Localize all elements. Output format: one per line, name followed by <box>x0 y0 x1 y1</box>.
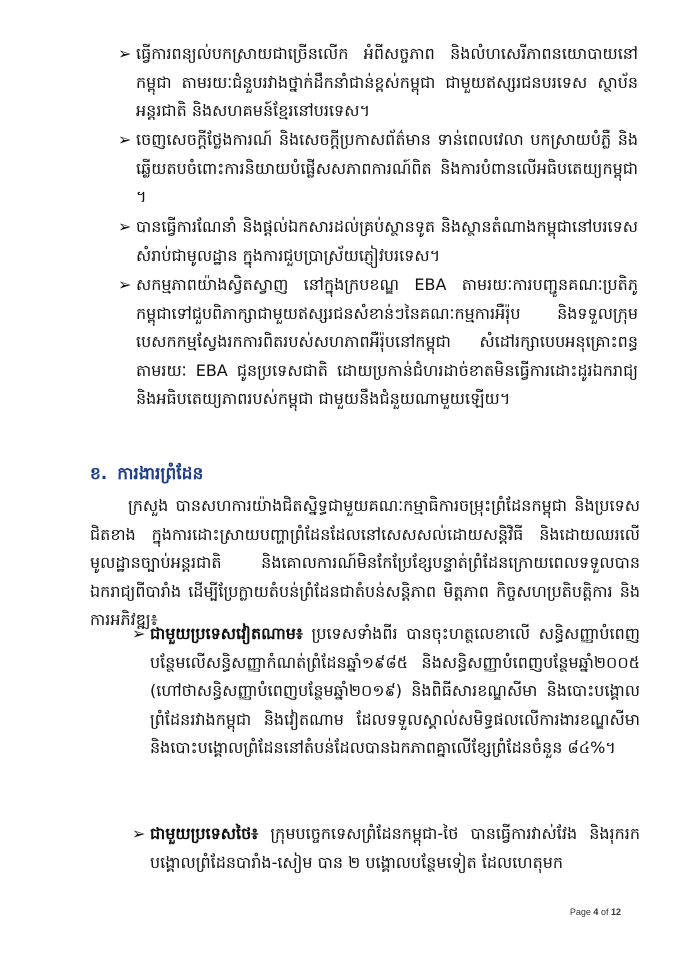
bullet-text: បានធ្វើការណែនាំ និងផ្តល់ឯកសារដល់គ្រប់ស្ថានទូត និងស្ថានតំណាងកម្ពុជានៅបរទេស សំរាប់ជាមូលដ្ឋាន ក្នុងការជួបប្រាស្រ័យភ្ញៀវបរទេស។ <box>136 217 638 265</box>
bullet-text: ធ្វើការពន្យល់បកស្រាយជាច្រើនលើក អំពីសច្ចភាព និងលំហសេរីភាពនយោបាយនៅកម្ពុជា តាមរយៈជំនួបរវាងថ្នាក់ដឹកនាំជាន់ខ្ពស់កម្ពុជា ជាមួយឥស្សរជនបរទេស ស្ថាប័នអន្តរជាតិ និងសហគមន៍ខ្មែរនៅបរទេស។ <box>136 44 638 120</box>
arrow-bullet-icon: ➢ <box>118 44 132 63</box>
bullet-text: ចេញសេចក្តីថ្លែងការណ៍ និងសេចក្តីប្រកាសព័ត៌មាន ទាន់ពេលវេលា បកស្រាយបំភ្លឺ និង ឆ្លើយតបចំពោះការនិយាយបំផ្លើសសភាពការណ៍ពិត និងការបំពានលើអធិបតេយ្យកម្ពុជា ។ <box>136 130 638 206</box>
bullet-lead: ជាមួយប្រទេសថៃ៖ <box>150 824 259 843</box>
footer-page-number: 4 <box>593 907 599 917</box>
bullet-text: សកម្មភាពយ៉ាងស្វិតស្វាញ នៅក្នុងក្របខណ្ឌ EBA តាមរយៈការបញ្ជូនគណៈប្រតិភូកម្ពុជាទៅជួបពិភាក្សាជាមួយឥស្សរជនសំខាន់ៗនៃគណៈកម្មការអឺរ៉ុប និងទទួលក្រុមបេសកកម្មស្វែងរកការពិតរបស់សហភាពអឺរ៉ុបនៅកម្ពុជា សំដៅរក្សាបេបអនុគ្រោះពន្ធតាមរយៈ EBA ជូនប្រទេសជាតិ ដោយប្រកាន់ជំហរដាច់ខាតមិនធ្វើការដោះដូរឯករាជ្យ និងអធិបតេយ្យភាពរបស់កម្ពុជា ជាមួយនឹងជំនួយណាមួយឡើយ។ <box>136 275 638 408</box>
page-footer <box>570 907 621 917</box>
list-item <box>132 820 640 877</box>
footer-page-word: Page <box>569 907 591 917</box>
section-heading <box>90 462 203 486</box>
arrow-bullet-icon: ➢ <box>118 217 132 236</box>
list-item <box>132 620 640 763</box>
section-title: ការងារព្រំដែន <box>117 464 204 484</box>
section-paragraph: ក្រសួង បានសហការយ៉ាងជិតស្និទ្ធជាមួយគណៈកម្មាធិការចម្រុះព្រំដែនកម្ពុជា និងប្រទេសជិតខាង ក្នុងការដោះស្រាយបញ្ហាព្រំដែនដែលនៅសេសសល់ដោយសន្តិវិធី និងដោយឈរលើមូលដ្ឋានច្បាប់អន្តរជាតិ និងគោលការណ៍មិនកែប្រែខ្សែបន្ទាត់ព្រំដែនក្រោយពេលទទួលបានឯករាជ្យពីបារាំង ដើម្បីប្រែក្លាយតំបន់ព្រំដែនជាតំបន់សន្តិភាព មិត្តភាព កិច្ចសហប្រតិបត្តិការ និងការអភិវឌ្ឍ៖ <box>90 496 640 629</box>
list-item <box>118 271 638 414</box>
list-item <box>118 126 638 212</box>
section-number: ខ. <box>90 464 108 484</box>
footer-page-total: 12 <box>610 907 621 917</box>
arrow-bullet-icon: ➢ <box>132 624 146 643</box>
arrow-bullet-icon: ➢ <box>118 130 132 149</box>
bullet-lead: ជាមួយប្រទេសវៀតណាម៖ <box>150 624 303 643</box>
arrow-bullet-icon: ➢ <box>132 824 146 843</box>
list-item <box>118 213 638 270</box>
bullet-text: ប្រទេសទាំងពីរ បានចុះហត្ថលេខាលើ សន្ធិសញ្ញាបំពេញបន្ថែមលើសន្ធិសញ្ញាកំណត់ព្រំដែនឆ្នាំ១៩៨៥ និងសន្ធិសញ្ញាបំពេញបន្ថែមឆ្នាំ២០០៥ (ហៅថាសន្ធិសញ្ញាបំពេញបន្ថែមឆ្នាំ២០១៩) និងពិធីសារខណ្ឌសីមា និងបោះបង្គោលព្រំដែនរវាងកម្ពុជា និងវៀតណាម ដែលទទួលស្គាល់សមិទ្ធផលលើការងារខណ្ឌសីមា និងបោះបង្គោលព្រំដែននៅតំបន់ដែលបានឯកភាពគ្នាលើខ្សែព្រំដែនចំនួន ៨៤%។ <box>150 624 640 757</box>
footer-of-word: of <box>600 907 609 917</box>
bullet-text: ក្រុមបច្ចេកទេសព្រំដែនកម្ពុជា-ថៃ បានធ្វើការវាស់វែង និងរុករកបង្គោលព្រំដែនបារាំង-សៀម បាន ២ បង្គោលបន្ថែមទៀត ដែលហេតុមក <box>150 824 640 872</box>
list-item <box>118 40 638 126</box>
arrow-bullet-icon: ➢ <box>118 275 132 294</box>
